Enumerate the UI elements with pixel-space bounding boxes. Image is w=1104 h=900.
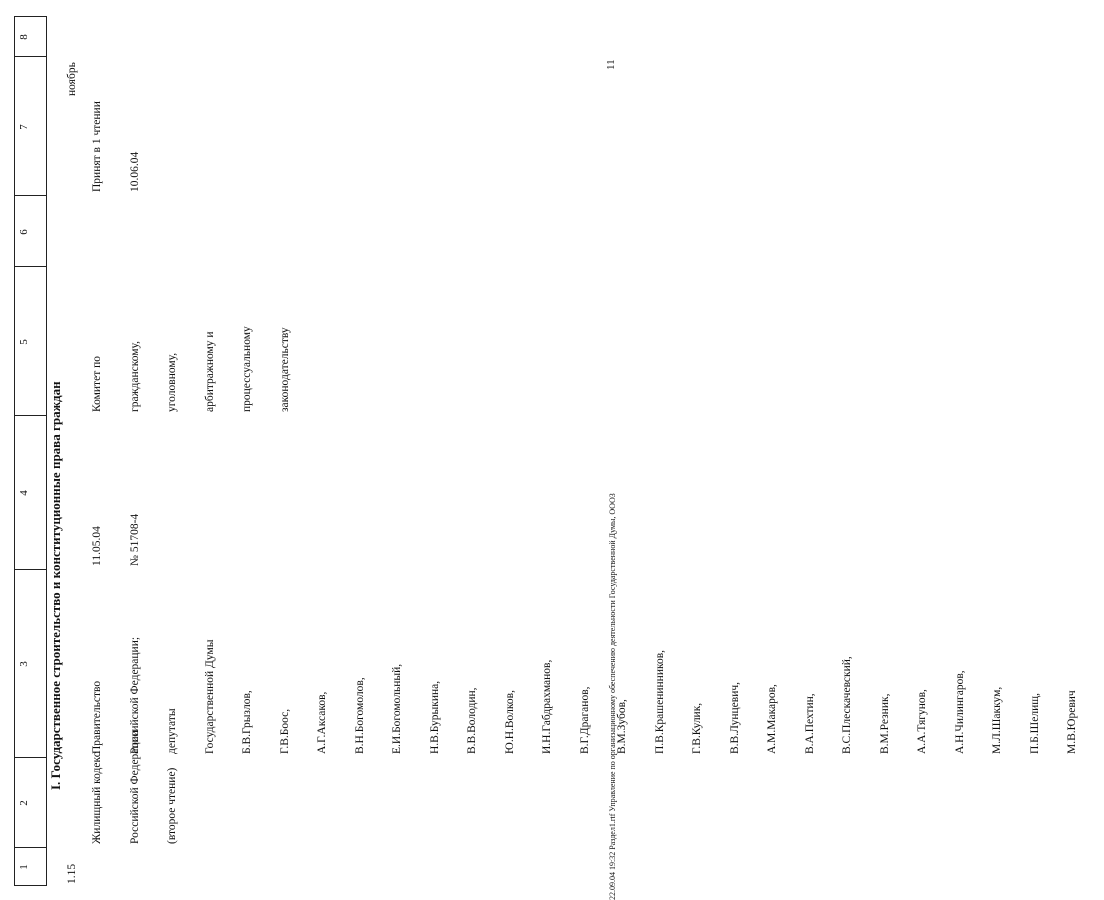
page-number: 11 bbox=[605, 59, 617, 70]
initiator-line: А.Н.Чилингаров, bbox=[953, 670, 966, 754]
initiator-line: В.М.Резник, bbox=[878, 693, 891, 754]
committee-line: процессуальному bbox=[241, 326, 253, 412]
committee-line: гражданскому, bbox=[128, 340, 141, 412]
committee-line: Комитет по bbox=[91, 356, 103, 412]
month: ноябрь bbox=[66, 62, 78, 96]
initiator-line: Б.В.Грызлов, bbox=[241, 690, 253, 754]
header-divider bbox=[14, 195, 46, 196]
initiator-line: А.А.Тягунов, bbox=[916, 689, 928, 754]
initiator-line: М.В.Юревич bbox=[1066, 690, 1078, 754]
initiator-line: И.Н.Габдрахманов, bbox=[541, 659, 553, 754]
initiator-line: В.В.Лунцевич, bbox=[728, 681, 741, 754]
initiator-line: В.А.Пехтин, bbox=[803, 693, 816, 754]
status-line: Принят в 1 чтении bbox=[91, 101, 103, 192]
submission-date bbox=[66, 514, 166, 566]
initiator-line: А.М.Макаров, bbox=[766, 684, 778, 754]
initiator-line: Г.В.Боос, bbox=[278, 708, 291, 754]
committee bbox=[66, 326, 316, 412]
row-number: 1.15 bbox=[66, 863, 78, 884]
column-number: 3 bbox=[18, 661, 30, 667]
initiators bbox=[66, 637, 1104, 754]
column-number: 6 bbox=[18, 229, 30, 235]
status-line: 10.06.04 bbox=[128, 151, 141, 192]
status bbox=[66, 101, 166, 192]
column-number: 5 bbox=[18, 339, 30, 345]
column-number: 8 bbox=[18, 34, 30, 40]
header-top-border bbox=[14, 16, 15, 886]
footer: 22.09.04 19:32 Раздел1.rtf Управление по организационному обеспечению деятельности Государственной Думы, ОООЗ bbox=[608, 493, 617, 900]
initiator-line: П.В.Крашенинников, bbox=[653, 649, 666, 754]
initiator-line: П.Б.Шелищ, bbox=[1028, 693, 1041, 754]
initiator-line: Ю.Н.Волков, bbox=[503, 690, 516, 754]
initiator-line: А.Г.Аксаков, bbox=[316, 691, 328, 754]
header-divider bbox=[14, 569, 46, 570]
column-number: 1 bbox=[18, 864, 30, 870]
initiator-line: В.В.Володин, bbox=[466, 687, 478, 754]
initiator-line: Е.И.Богомольный, bbox=[391, 663, 403, 754]
date-line: 11.05.04 bbox=[91, 526, 103, 566]
initiator-line: В.М.Зубов, bbox=[616, 699, 628, 754]
column-number: 7 bbox=[18, 124, 30, 130]
initiator-line: Правительство bbox=[91, 680, 103, 754]
header-bottom-border bbox=[46, 16, 47, 886]
column-number: 2 bbox=[18, 800, 30, 806]
committee-line: уголовному, bbox=[166, 352, 178, 412]
initiator-line: В.Г.Драганов, bbox=[578, 686, 591, 754]
initiator-line: В.Н.Богомолов, bbox=[353, 677, 366, 754]
section-title: I. Государственное строительство и конституционные права граждан bbox=[48, 381, 63, 790]
bill-title-line: (второе чтение) bbox=[166, 767, 178, 844]
initiator-line: В.С.Плескачевский, bbox=[841, 656, 853, 754]
bill-title-line: Жилищный кодекс bbox=[91, 752, 103, 844]
initiator-line: Г.В.Кулик, bbox=[691, 702, 703, 754]
header-divider bbox=[14, 757, 46, 758]
initiator-line: Российской Федерации; bbox=[128, 636, 141, 754]
committee-line: арбитражному и bbox=[203, 331, 216, 412]
initiator-line: Государственной Думы bbox=[203, 639, 216, 754]
column-number: 4 bbox=[18, 490, 30, 496]
header-divider bbox=[14, 415, 46, 416]
date-line: № 51708-4 bbox=[128, 513, 141, 566]
initiator-line: депутаты bbox=[166, 708, 178, 754]
initiator-line: Н.В.Бурыкина, bbox=[428, 680, 441, 754]
bill-title-line: Российской Федерации bbox=[128, 730, 141, 844]
committee-line: законодательству bbox=[278, 327, 291, 412]
initiator-line: М.Л.Шаккум, bbox=[991, 686, 1003, 754]
header-divider bbox=[14, 266, 46, 267]
